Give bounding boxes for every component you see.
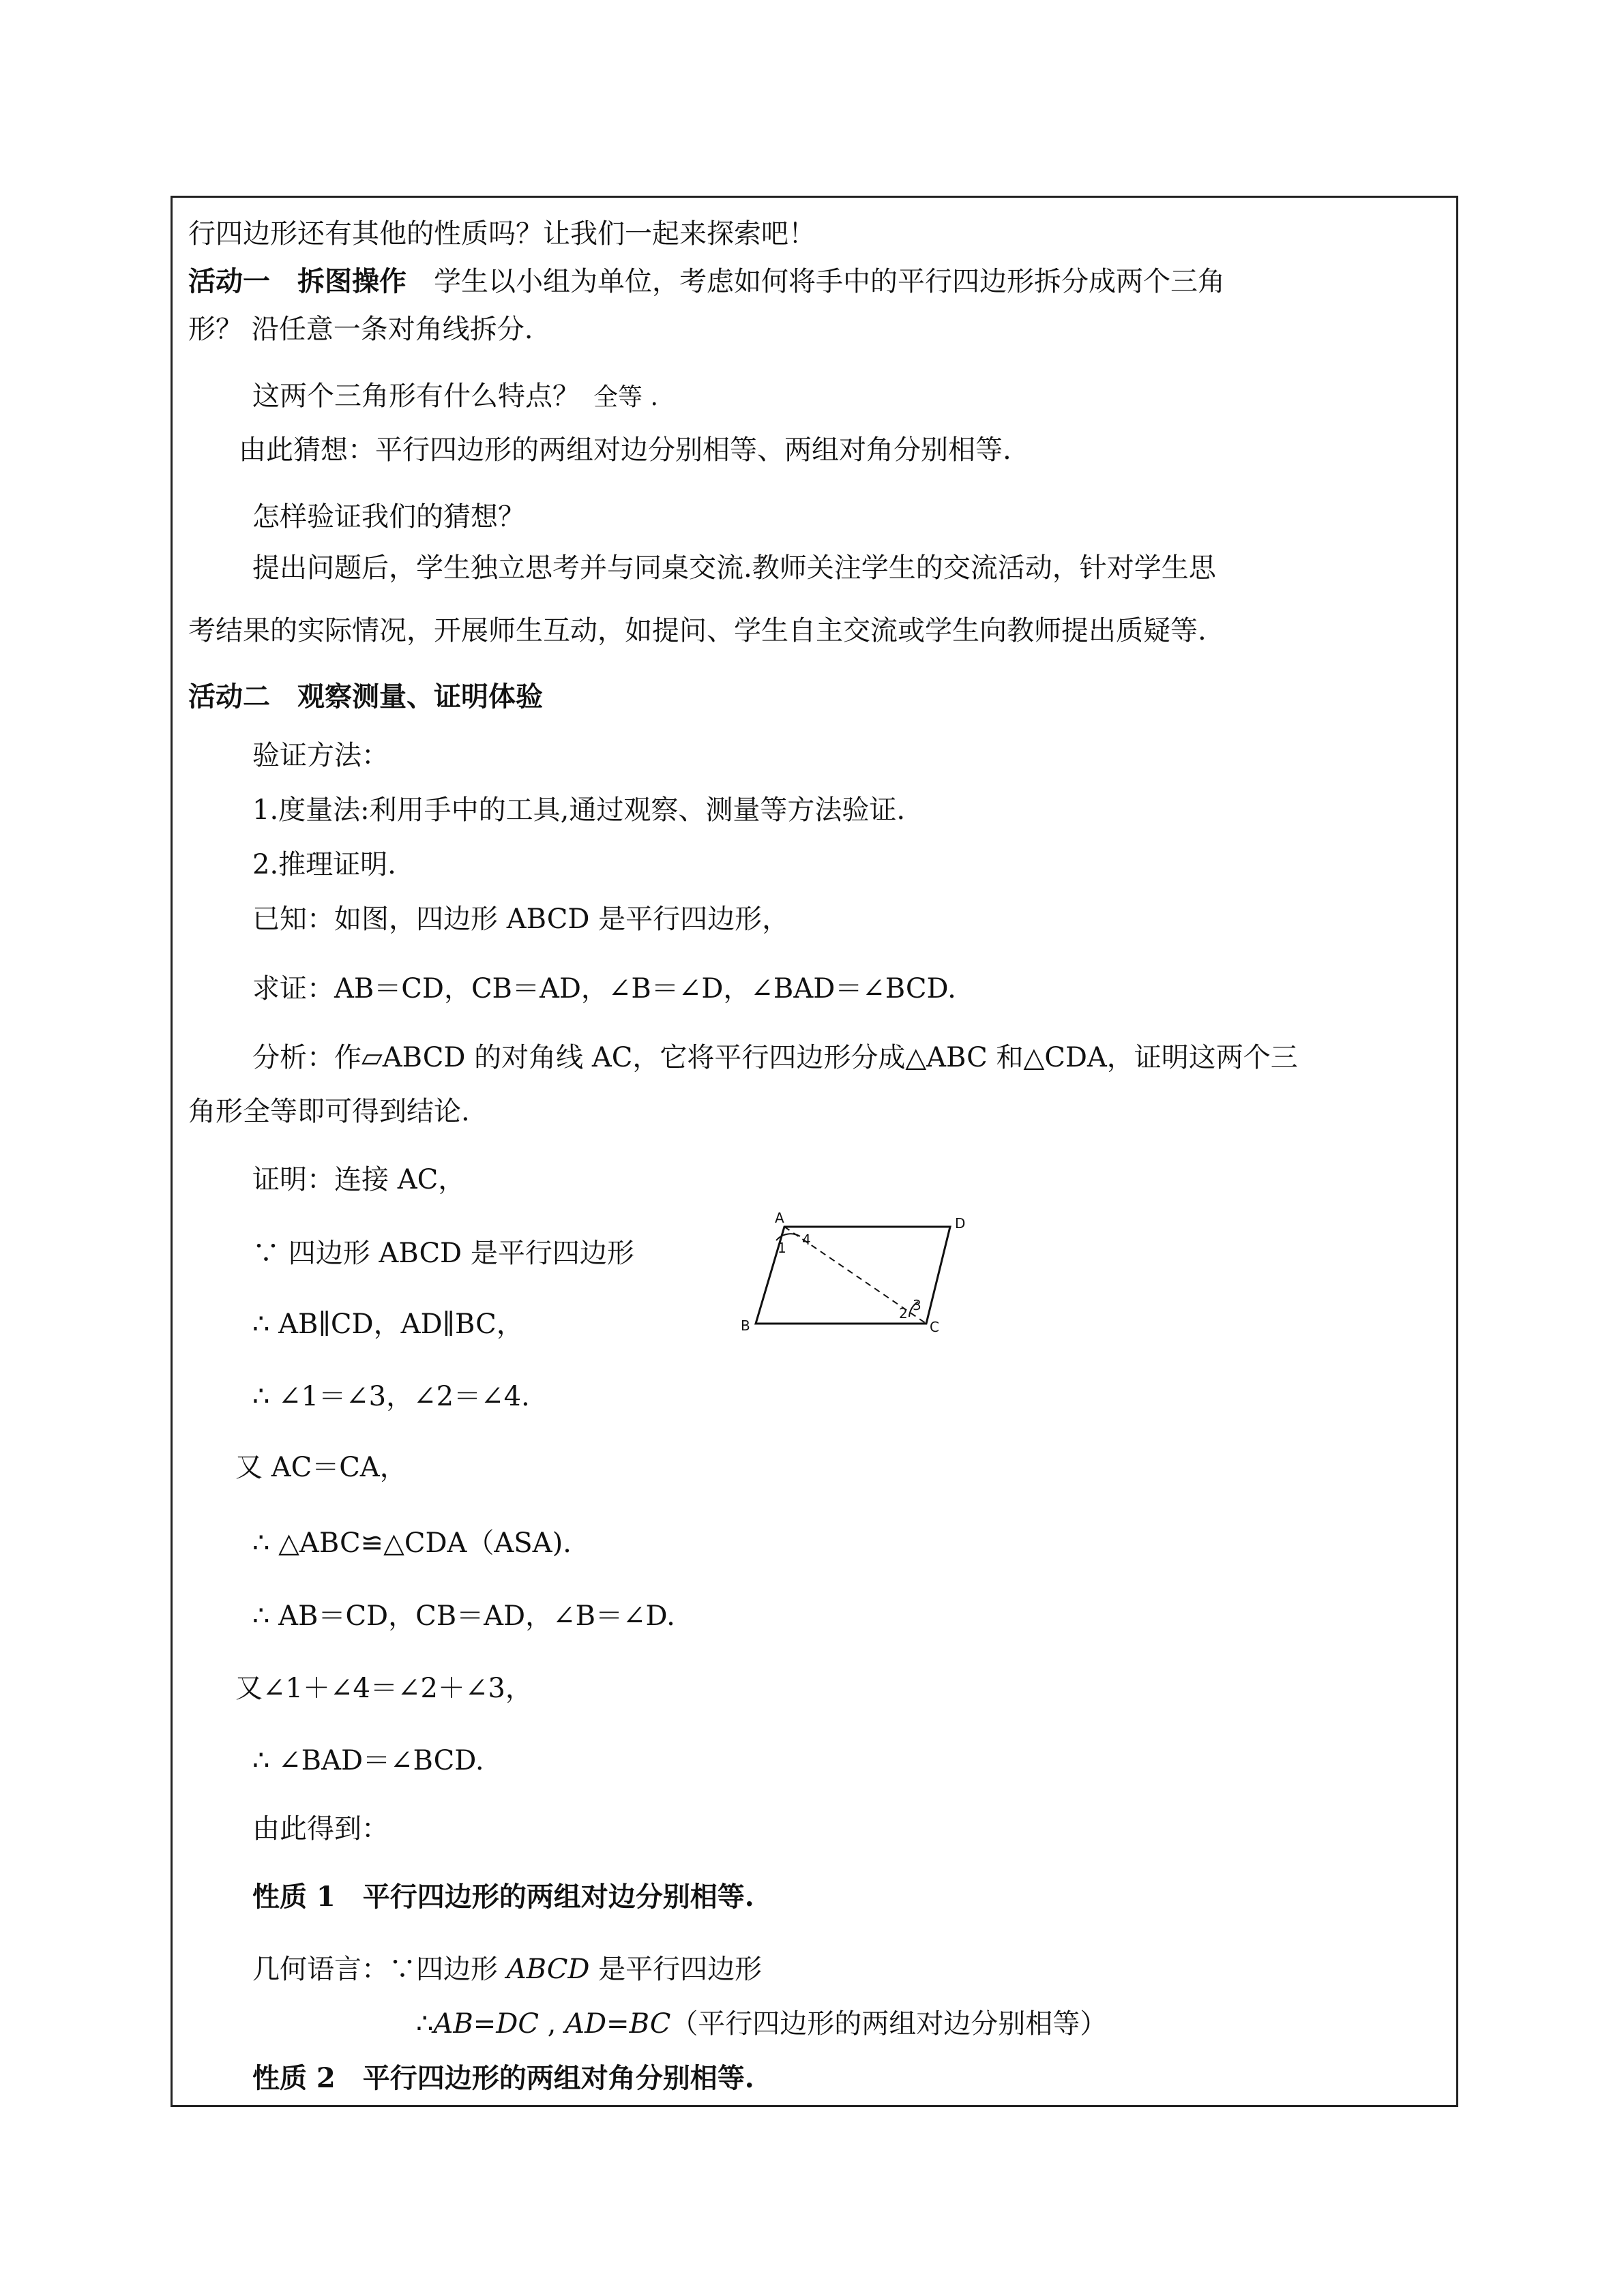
vertex-label-b: B [741,1317,750,1334]
geometry-variable: AD=BC [565,2008,671,2040]
parallelogram-figure [735,1208,967,1337]
activity-one-label: 活动一 [188,265,270,297]
question-line [252,376,658,418]
activity-two-label: 活动二 [188,681,270,713]
geometry-text: ∴ [416,2008,434,2040]
method-heading: 验证方法： [252,740,389,771]
proof-start: 证明：连接 AC， [252,1164,466,1195]
text-line: 提出问题后，学生独立思考并与同桌交流.教师关注学生的交流活动，针对学生思 [252,552,1216,584]
text-line: 形？ 沿任意一条对角线拆分. [188,314,533,345]
proof-step: ∵ 四边形 ABCD 是平行四边形 [252,1238,634,1269]
angle-label-2: 2 [899,1305,908,1322]
given-line: 已知：如图，四边形 ABCD 是平行四边形， [252,904,790,935]
proof-step: ∴ ∠BAD＝∠BCD. [252,1745,484,1776]
vertex-label-d: D [955,1215,966,1232]
angle-label-4: 4 [802,1232,811,1248]
proof-step: 又∠1＋∠4＝∠2＋∠3， [235,1673,533,1704]
activity-one-title: 拆图操作 [297,265,407,297]
property-2-text: 平行四边形的两组对角分别相等. [362,2062,754,2094]
angle-label-3: 3 [913,1297,921,1313]
proof-step: ∴ ∠1＝∠3，∠2＝∠4. [252,1381,530,1412]
result-line: 由此得到： [252,1813,389,1845]
proof-step: ∴ AB＝CD，CB＝AD，∠B＝∠D. [252,1600,675,1632]
method-1: 1.度量法:利用手中的工具,通过观察、测量等方法验证. [252,794,906,826]
analysis-line: 分析：作▱ABCD 的对角线 AC，它将平行四边形分成△ABC 和△CDA，证明这两个三 [252,1042,1298,1073]
geometry-language-2 [416,2003,1107,2044]
guess-line: 由此猜想：平行四边形的两组对边分别相等、两组对角分别相等. [239,434,1012,466]
property-2-number: 性质 2 [252,2062,336,2094]
prove-line: 求证：AB＝CD，CB＝AD，∠B＝∠D，∠BAD＝∠BCD. [252,973,956,1004]
activity-one-line [188,261,1225,302]
activity-two-title: 观察测量、证明体验 [297,681,543,713]
geometry-text: ∵四边形 [389,1954,507,1985]
verify-question: 怎样验证我们的猜想？ [252,501,525,533]
property-1-text: 平行四边形的两组对边分别相等. [362,1881,754,1913]
activity-one-text: 学生以小组为单位，考虑如何将手中的平行四边形拆分成两个三角 [434,266,1225,297]
property-1-number: 性质 1 [252,1881,336,1913]
analysis-line: 角形全等即可得到结论. [188,1096,470,1127]
activity-two-line [188,676,543,717]
angle-label-1: 1 [778,1240,786,1256]
geometry-language-label: 几何语言： [252,1954,389,1985]
geometry-variable: AB=DC [433,2008,539,2040]
text-line: 行四边形还有其他的性质吗？让我们一起来探索吧！ [188,218,816,250]
text-line: 考结果的实际情况，开展师生互动，如提问、学生自主交流或学生向教师提出质疑等. [188,615,1207,646]
proof-step: ∴ △ABC≌△CDA（ASA). [252,1527,572,1559]
vertex-label-a: A [775,1210,784,1226]
geometry-language-1 [252,1949,762,1990]
property-1 [252,1877,754,1918]
proof-step: ∴ AB∥CD，AD∥BC， [252,1309,524,1340]
geometry-text: , [538,2008,565,2040]
proof-step: 又 AC＝CA， [235,1452,407,1483]
question-text: 这两个三角形有什么特点？ [252,381,580,412]
method-2: 2.推理证明. [252,849,396,880]
geometry-variable: ABCD [506,1954,590,1985]
vertex-label-c: C [930,1319,939,1335]
geometry-text: （平行四边形的两组对边分别相等） [670,2008,1108,2040]
question-answer: 全等 . [593,383,658,411]
geometry-text: 是平行四边形 [589,1954,763,1985]
property-2 [252,2058,754,2099]
